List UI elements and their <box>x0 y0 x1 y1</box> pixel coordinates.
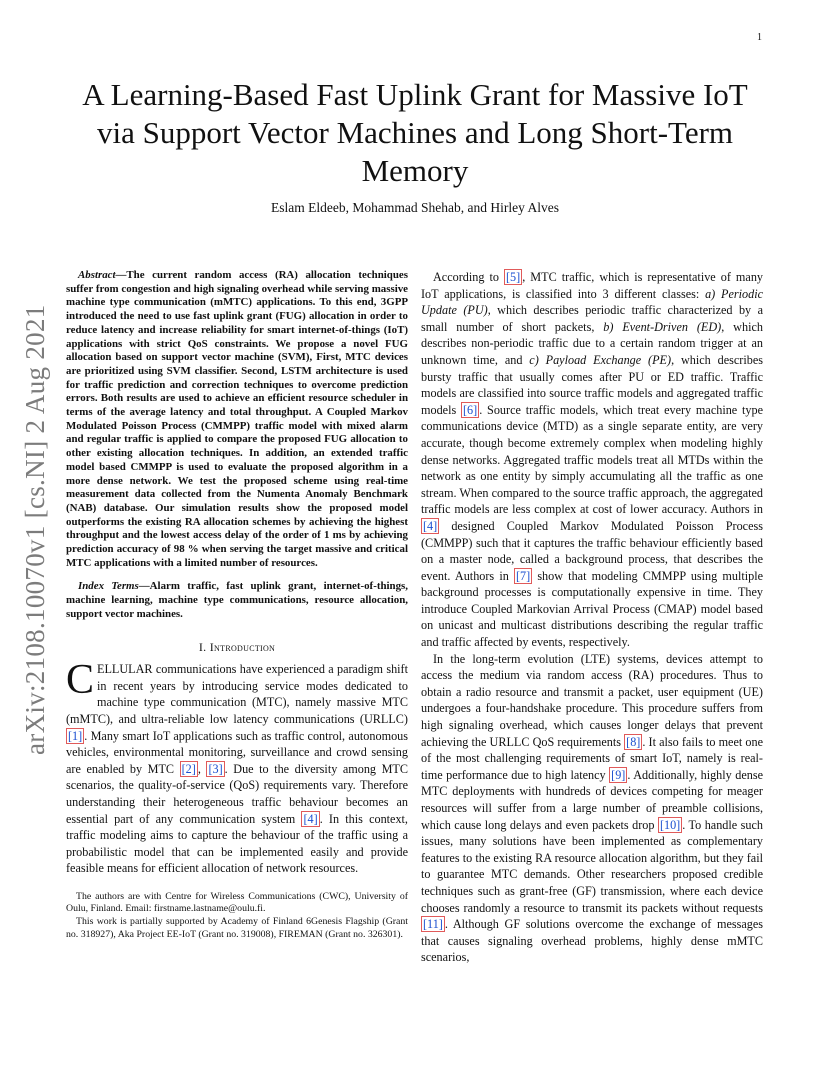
page-number: 1 <box>757 32 762 43</box>
text-run: . It also fails to meet one of the most challenging requirements of smart IoT, namely is real-time performance due to high latency <box>421 734 763 782</box>
intro-paragraph <box>66 657 408 877</box>
citation-link[interactable]: [10] <box>659 817 681 832</box>
footnote-affiliation: The authors are with Centre for Wireless Communications (CWC), University of Oulu, Finland. Email: firstname.lastname@oulu.fi. <box>66 890 408 915</box>
text-run: , MTC traffic, which is representative of many IoT applications, is classified into 3 different classes: <box>421 270 764 301</box>
index-terms-label: Index Terms <box>78 580 139 593</box>
author-list: Eslam Eldeeb, Mohammad Shehab, and Hirley Alves <box>271 200 559 215</box>
citation-link[interactable]: [3] <box>208 761 223 776</box>
abstract <box>66 269 408 570</box>
citation-link[interactable]: [2] <box>181 761 196 776</box>
index-terms <box>66 580 408 621</box>
citation-link[interactable]: [8] <box>626 734 641 749</box>
citation-link[interactable]: [7] <box>515 568 531 583</box>
citation-link[interactable]: [9] <box>611 767 626 782</box>
text-run: . Due to the diversity among MTC scenarios, the quality-of-service (QoS) requirements vary. Therefore understanding their heterogeneous traffic behaviour becomes an essential part of any communication system <box>66 761 408 826</box>
text-run: . In this context, traffic modeling aims to capture the behaviour of the traffic using a probabilistic model that can be implemented easily and provide feasible means for efficient allocation of network resources. <box>66 811 408 876</box>
section-title: Introduction <box>209 639 276 654</box>
drop-cap: C <box>66 657 95 704</box>
text-run: In the long-term evolution (LTE) systems, devices attempt to access the medium via random access (RA) procedures. Thus to obtain a radio resource and transmit a packet, user equipment (UE) undergoes a four-handshake procedure. This procedure suffers from high signaling overhead, which causes longer delays that prevent achieving the URLLC QoS requirements <box>421 651 763 749</box>
footnote-funding: This work is partially supported by Academy of Finland 6Genesis Flagship (Grant no. 318927), Aka Project EE-IoT (Grant no. 319008), FIREMAN (Grant no. 326301). <box>66 916 408 940</box>
text-run: . Although GF solutions overcome the exchange of messages that causes signaling overhead problems, highly dense mMTC scenarios, <box>421 917 763 965</box>
text-run: , which describes periodic traffic characterized by a small number of short packets, <box>421 303 763 334</box>
citation-link[interactable]: [4] <box>303 811 318 826</box>
text-run: . Additionally, highly dense MTC deployments with hundreds of devices competing for meager resources will suffer from a large number of preamble collisions, which cause long delays and even packets drop <box>421 767 763 832</box>
text-run: , which describes non-periodic traffic due to a certain random trigger at an unknown time, and <box>421 319 763 367</box>
left-column <box>66 269 408 942</box>
paper-title: A Learning-Based Fast Uplink Grant for Massive IoT via Support Vector Machines and Long Short-Term Memory <box>82 77 748 188</box>
citation-link[interactable]: [5] <box>506 270 521 284</box>
text-run: designed Coupled Markov Modulated Poisson Process (CMMPP) such that it captures the traffic behaviour efficiently based on a master node, called a background process, that describes the event. Authors in <box>421 518 763 583</box>
text-run: show that modeling CMMPP using multiple background processes is computationally expensive in time. They introduce Coupled Markovian Arrival Process (CMAP) model based on unicast and multicast distributions describing the regular traffic and traffic affected by events, respectively. <box>421 568 763 650</box>
footnotes <box>66 891 408 941</box>
class-term: b) Event-Driven (ED) <box>603 319 722 334</box>
traffic-classes-paragraph <box>421 269 763 651</box>
arxiv-identifier: arXiv:2108.10070v1 [cs.NI] 2 Aug 2021 <box>20 304 50 755</box>
abstract-text: —The current random access (RA) allocation techniques suffer from congestion and high signaling overhead while serving massive machine type communication (mMTC) applications. To this end, 3GPP introduced the need to use fast uplink grant (FUG) allocation in order to reduce latency and increase reliability for smart internet-of-things (IoT) applications with strict QoS constraints. We propose a novel FUG allocation based on support vector machine (SVM), First, MTC devices are prioritized using SVM classifier. Second, LSTM architecture is used for traffic prediction and correction techniques to overcome prediction errors. Both results are used to achieve an efficient resource scheduler in terms of the average latency and total throughput. A Coupled Markov Modulated Poisson Process (CMMPP) traffic model with mixed alarm and regular traffic is applied to compare the proposed FUG allocation to other existing allocation techniques. In addition, an extended traffic model based CMMPP is used to evaluate the proposed algorithm in a more dense network. We test the proposed scheme using real-time measurement data collected from the Numenta Anomaly Benchmark (NAB) database. Our simulation results show the proposed model outperforms the existing RA allocation schemes by achieving the highest throughput and the lowest access delay of the order of 1 ms by achieving prediction accuracy of 98 % when serving the target massive and critical MTC applications with a limited number of resources. <box>66 269 408 569</box>
right-column <box>421 269 763 966</box>
class-term: a) Periodic Update (PU) <box>421 286 764 318</box>
citation-link[interactable]: [11] <box>423 917 443 932</box>
text-run: . Many smart IoT applications such as traffic control, autonomous vehicles, environmental monitoring, surveillance and crowd sensing are enabled by MTC <box>66 728 408 776</box>
index-terms-text: —Alarm traffic, fast uplink grant, internet-of-things, machine learning, machine type communications, resource allocation, support vector machines. <box>66 580 408 620</box>
text-run: , which describes bursty traffic that usually comes after PU or ED traffic. Traffic models are classified into source traffic models and aggregated traffic models <box>421 352 763 417</box>
text-run: According to <box>433 270 504 284</box>
text-run: ELLULAR communications have experienced a paradigm shift in recent years by introducing service modes dedicated to machine type communication (MTC), namely massive MTC (mMTC), and ultra-reliable low latency communications (URLLC) <box>66 662 408 726</box>
text-run: , <box>197 761 207 776</box>
citation-link[interactable]: [1] <box>68 728 83 743</box>
citation-link[interactable]: [4] <box>423 518 438 533</box>
text-run: . Source traffic models, which treat every machine type communications device (MTD) as a single separate entity, are very accurate, though become extremely complex when modeling highly dense networks. Aggregated traffic models treat all MTDs within the network as one entity by simply accumulating all the traffic as one stream. When compared to the source traffic approach, the aggregated traffic models are less complex at cost of lower accuracy. Authors in <box>421 402 763 517</box>
text-run: . To handle such issues, many solutions have been implemented as complementary features to the existing RA resource allocation algorithm, but they fail to guarantee MTC demands. Other researchers proposed credible techniques such as grant-free (GF) transmission, where each device chooses randomly a resource to transmit its packets without requests <box>421 817 764 915</box>
section-heading <box>66 639 408 656</box>
lte-paragraph <box>421 651 763 966</box>
abstract-label: Abstract <box>78 269 116 281</box>
class-term: c) Payload Exchange (PE) <box>529 352 672 367</box>
citation-link[interactable]: [6] <box>463 402 478 417</box>
section-number: I. <box>198 639 210 654</box>
